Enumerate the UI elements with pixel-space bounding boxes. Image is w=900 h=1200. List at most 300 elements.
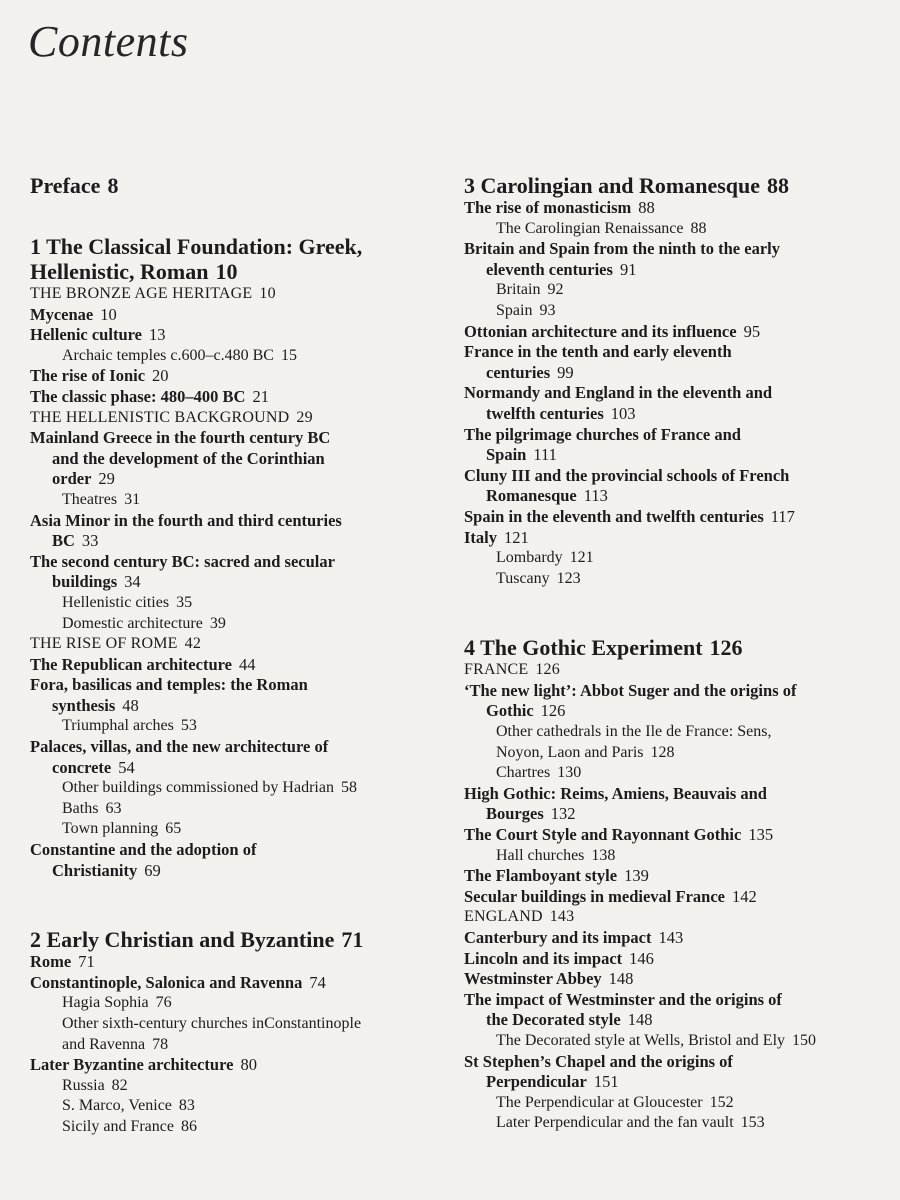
entry-text-line xyxy=(464,173,884,198)
page-number: 146 xyxy=(629,948,654,968)
section-spacer xyxy=(30,881,430,927)
page-number: 151 xyxy=(593,1072,619,1092)
entry-text-line xyxy=(464,507,884,528)
entry-title: order xyxy=(52,469,92,489)
toc-entry xyxy=(464,825,884,846)
entry-text-line xyxy=(30,490,430,511)
entry-title: The Court Style and Rayonnant Gothic xyxy=(464,825,742,845)
entry-text-line xyxy=(464,635,884,660)
toc-subentry xyxy=(30,778,430,799)
entry-title: The Republican architecture xyxy=(30,654,232,674)
entry-title: Mycenae xyxy=(30,304,94,324)
entry-text-line xyxy=(30,675,430,696)
entry-title: Britain and Spain from the ninth to the early xyxy=(464,239,780,259)
toc-entry xyxy=(464,887,884,908)
entry-title: S. Marco, Venice xyxy=(62,1097,172,1115)
entry-title: Town planning xyxy=(62,820,159,838)
page-number: 15 xyxy=(280,346,297,364)
toc-subentry xyxy=(30,593,430,614)
page-number: 29 xyxy=(296,408,313,426)
entry-text-line xyxy=(464,722,884,743)
toc-subentry xyxy=(464,1113,884,1134)
contents-column-right xyxy=(464,173,884,1134)
entry-text-line xyxy=(30,511,430,532)
toc-entry xyxy=(30,325,430,346)
page-number: 71 xyxy=(341,927,364,953)
section-spacer xyxy=(30,198,430,234)
entry-title: Gothic xyxy=(486,701,534,721)
page-number: 63 xyxy=(105,799,122,817)
entry-title: Russia xyxy=(62,1076,105,1094)
entry-title: Cluny III and the provincial schools of French xyxy=(464,465,790,485)
page-number: 88 xyxy=(638,198,655,217)
entry-text-line xyxy=(30,1096,430,1117)
entry-title: Rome xyxy=(30,952,72,972)
entry-title: Perpendicular xyxy=(486,1072,587,1092)
toc-entry xyxy=(464,1052,884,1093)
entry-text-line xyxy=(30,716,430,737)
entry-title: The rise of Ionic xyxy=(30,366,146,386)
toc-entry xyxy=(30,655,430,676)
entry-text-line xyxy=(464,239,884,260)
entry-title: Later Byzantine architecture xyxy=(30,1055,234,1075)
toc-subentry xyxy=(464,846,884,867)
entry-text-line xyxy=(30,952,430,973)
entry-title: ENGLAND xyxy=(464,908,543,926)
entry-text-line xyxy=(464,342,884,363)
page-number: 117 xyxy=(770,506,795,526)
entry-title: Hellenistic, Roman xyxy=(30,259,209,284)
toc-entry xyxy=(30,973,430,994)
entry-text-line xyxy=(464,1072,884,1093)
entry-text-line xyxy=(464,363,884,384)
page-number: 153 xyxy=(740,1114,765,1132)
entry-text-line xyxy=(30,284,430,305)
page-number: 42 xyxy=(184,635,202,653)
entry-text-line xyxy=(30,449,430,470)
entry-text-line xyxy=(30,696,430,717)
toc-entry xyxy=(464,322,884,343)
entry-text-line xyxy=(464,1031,884,1052)
page-number: 10 xyxy=(259,285,276,302)
entry-title: Theatres xyxy=(62,490,118,508)
toc-entry xyxy=(464,239,884,280)
toc-subentry xyxy=(30,993,430,1014)
entry-title: Canterbury and its impact xyxy=(464,928,652,947)
chapter-heading xyxy=(464,173,884,198)
page-number: 10 xyxy=(100,304,117,324)
page-number: 126 xyxy=(709,635,743,661)
entry-title: The Flamboyant style xyxy=(464,866,618,886)
chapter-heading xyxy=(464,635,884,660)
entry-text-line xyxy=(464,1052,884,1073)
toc-entry xyxy=(464,383,884,424)
entry-text-line xyxy=(464,949,884,970)
entry-title: Hellenic culture xyxy=(30,325,142,345)
entry-title: Triumphal arches xyxy=(62,717,174,735)
toc-subentry xyxy=(30,1117,430,1138)
entry-text-line xyxy=(30,1014,430,1035)
toc-entry xyxy=(464,949,884,970)
entry-text-line xyxy=(30,634,430,655)
toc-entry xyxy=(464,342,884,383)
entry-title: Constantine and the adoption of xyxy=(30,840,257,860)
entry-text-line xyxy=(30,173,430,198)
page-number: 128 xyxy=(650,743,675,761)
page-number: 69 xyxy=(144,860,161,880)
page-number: 31 xyxy=(124,490,141,508)
entry-text-line xyxy=(464,907,884,928)
entry-text-line xyxy=(30,552,430,573)
entry-text-line xyxy=(464,486,884,507)
entry-title: Hagia Sophia xyxy=(62,994,149,1012)
entry-title: Fora, basilicas and temples: the Roman xyxy=(30,675,308,695)
toc-subentry xyxy=(464,1093,884,1114)
entry-title: Britain xyxy=(496,281,541,299)
toc-subentry xyxy=(464,219,884,240)
entry-text-line xyxy=(30,234,430,259)
page-number: 74 xyxy=(309,972,326,992)
entry-title: Christianity xyxy=(52,860,138,880)
entry-text-line xyxy=(464,804,884,825)
entry-text-line xyxy=(30,366,430,387)
entry-text-line xyxy=(30,973,430,994)
page-number: 54 xyxy=(118,757,135,777)
toc-subentry xyxy=(464,301,884,322)
entry-title: eleventh centuries xyxy=(486,259,613,279)
page-number: 71 xyxy=(78,952,95,972)
toc-subentry xyxy=(30,1076,430,1097)
page-number: 126 xyxy=(535,661,560,679)
toc-subentry xyxy=(30,819,430,840)
chapter-heading xyxy=(30,173,430,198)
entry-text-line xyxy=(30,655,430,676)
entry-title: The impact of Westminster and the origins of xyxy=(464,989,782,1009)
entry-text-line xyxy=(30,1055,430,1076)
toc-subentry xyxy=(30,614,430,635)
toc-entry xyxy=(464,866,884,887)
entry-title: Italy xyxy=(464,527,497,547)
entry-text-line xyxy=(464,681,884,702)
page-number: 139 xyxy=(624,866,649,886)
toc-entry xyxy=(464,990,884,1031)
page-number: 103 xyxy=(610,403,636,423)
entry-text-line xyxy=(464,322,884,343)
page-number: 132 xyxy=(550,804,576,824)
toc-subentry xyxy=(30,346,430,367)
page-number: 83 xyxy=(178,1097,195,1115)
page-number: 76 xyxy=(155,994,172,1012)
entry-title: Asia Minor in the fourth and third centuries xyxy=(30,510,342,530)
entry-text-line xyxy=(30,1035,430,1056)
entry-text-line xyxy=(30,1076,430,1097)
entry-text-line xyxy=(464,846,884,867)
entry-title: Ottonian architecture and its influence xyxy=(464,321,737,341)
toc-entry xyxy=(30,1055,430,1076)
entry-text-line xyxy=(464,969,884,990)
toc-subentry xyxy=(30,1014,430,1055)
entry-title: Hall churches xyxy=(496,846,585,864)
entry-title: THE RISE OF ROME xyxy=(30,635,178,653)
entry-text-line xyxy=(464,887,884,908)
entry-text-line xyxy=(30,927,430,952)
entry-title: Normandy and England in the eleventh and xyxy=(464,383,773,403)
entry-title: 1 The Classical Foundation: Greek, xyxy=(30,234,363,259)
toc-entry xyxy=(464,681,884,722)
page-number: 10 xyxy=(215,259,238,284)
entry-text-line xyxy=(464,763,884,784)
entry-title: 4 The Gothic Experiment xyxy=(464,635,703,661)
page-number: 80 xyxy=(240,1055,257,1075)
entry-text-line xyxy=(30,778,430,799)
entry-text-line xyxy=(30,840,430,861)
entry-text-line xyxy=(464,784,884,805)
entry-title: Other buildings commissioned by Hadrian xyxy=(62,779,334,797)
toc-entry xyxy=(464,425,884,466)
page-number: 138 xyxy=(591,846,616,864)
entry-text-line xyxy=(30,346,430,367)
toc-entry xyxy=(464,198,884,219)
page-number: 95 xyxy=(743,321,761,341)
entry-title: Tuscany xyxy=(496,569,550,587)
entry-title: The Carolingian Renaissance xyxy=(496,219,684,237)
entry-text-line xyxy=(30,408,430,429)
toc-section-heading xyxy=(30,284,430,305)
entry-title: 2 Early Christian and Byzantine xyxy=(30,927,335,953)
page-number: 150 xyxy=(792,1031,817,1049)
entry-title: 3 Carolingian and Romanesque xyxy=(464,173,761,198)
toc-subentry xyxy=(464,280,884,301)
entry-title: The pilgrimage churches of France and xyxy=(464,424,741,444)
entry-title: Other cathedrals in the Ile de France: Sens, xyxy=(496,723,772,741)
entry-title: Other sixth-century churches inConstantinople xyxy=(62,1015,362,1032)
entry-title: THE BRONZE AGE HERITAGE xyxy=(30,285,253,302)
entry-title: and Ravenna xyxy=(62,1035,146,1053)
entry-text-line xyxy=(464,866,884,887)
entry-text-line xyxy=(30,387,430,408)
page-number: 143 xyxy=(549,908,575,926)
toc-section-heading xyxy=(30,634,430,655)
entry-title: Sicily and France xyxy=(62,1117,174,1135)
toc-entry xyxy=(464,969,884,990)
page-number: 152 xyxy=(709,1093,734,1111)
entry-title: Mainland Greece in the fourth century BC xyxy=(30,428,331,448)
page-number: 121 xyxy=(569,549,594,567)
toc-entry xyxy=(30,675,430,716)
toc-entry xyxy=(30,840,430,881)
chapter-heading xyxy=(30,927,430,952)
entry-text-line xyxy=(464,466,884,487)
entry-text-line xyxy=(464,569,884,590)
entry-text-line xyxy=(30,993,430,1014)
page-number: 113 xyxy=(583,486,608,506)
entry-title: Romanesque xyxy=(486,486,577,506)
entry-title: ‘The new light’: Abbot Suger and the origins of xyxy=(464,680,797,700)
page-number: 148 xyxy=(608,969,634,989)
page-number: 21 xyxy=(252,386,269,406)
page-number: 142 xyxy=(731,886,757,906)
page-title: Contents xyxy=(28,17,189,66)
toc-subentry xyxy=(464,569,884,590)
entry-title: High Gothic: Reims, Amiens, Beauvais and xyxy=(464,783,767,803)
page-number: 13 xyxy=(148,325,166,345)
entry-text-line xyxy=(30,1117,430,1138)
page-number: 78 xyxy=(152,1035,169,1053)
toc-entry xyxy=(30,305,430,326)
entry-title: Spain in the eleventh and twelfth centuries xyxy=(464,506,764,526)
entry-title: Preface xyxy=(30,173,101,198)
page-number: 111 xyxy=(533,445,557,465)
toc-subentry xyxy=(464,763,884,784)
toc-entry xyxy=(30,952,430,973)
page-number: 44 xyxy=(238,654,256,674)
page-number: 121 xyxy=(504,527,529,547)
entry-text-line xyxy=(464,825,884,846)
entry-text-line xyxy=(464,701,884,722)
page-number: 58 xyxy=(340,779,357,797)
entry-text-line xyxy=(464,1010,884,1031)
entry-text-line xyxy=(30,593,430,614)
entry-title: The second century BC: sacred and secular xyxy=(30,551,335,571)
page-number: 8 xyxy=(107,173,119,198)
entry-title: Westminster Abbey xyxy=(464,969,602,989)
entry-title: Chartres xyxy=(496,764,551,782)
toc-entry xyxy=(30,428,430,490)
toc-entry xyxy=(30,737,430,778)
entry-text-line xyxy=(464,383,884,404)
page-number: 29 xyxy=(98,469,115,489)
page-number: 126 xyxy=(540,701,566,721)
entry-text-line xyxy=(464,198,884,219)
entry-title: BC xyxy=(52,531,75,551)
entry-title: twelfth centuries xyxy=(486,403,604,423)
page-number: 48 xyxy=(122,695,139,715)
entry-title: Baths xyxy=(62,799,99,817)
page-number: 65 xyxy=(165,820,182,838)
entry-text-line xyxy=(30,325,430,346)
entry-title: Hellenistic cities xyxy=(62,593,170,611)
entry-text-line xyxy=(464,301,884,322)
entry-title: synthesis xyxy=(52,695,116,715)
toc-section-heading xyxy=(30,408,430,429)
toc-subentry xyxy=(30,490,430,511)
entry-title: concrete xyxy=(52,757,112,777)
entry-text-line xyxy=(464,1113,884,1134)
toc-entry xyxy=(30,366,430,387)
section-spacer xyxy=(464,589,884,635)
entry-text-line xyxy=(30,305,430,326)
toc-entry xyxy=(464,466,884,507)
toc-entry xyxy=(464,784,884,825)
entry-title: buildings xyxy=(52,572,118,592)
entry-text-line xyxy=(464,548,884,569)
entry-text-line xyxy=(464,445,884,466)
entry-title: The Decorated style at Wells, Bristol and Ely xyxy=(496,1031,786,1049)
page-number: 53 xyxy=(180,717,197,735)
page-number: 20 xyxy=(152,366,169,386)
entry-title: Lincoln and its impact xyxy=(464,948,623,968)
page-number: 92 xyxy=(547,281,564,299)
entry-text-line xyxy=(464,1093,884,1114)
contents-column-left xyxy=(30,173,430,1138)
page-number: 35 xyxy=(176,593,193,611)
toc-entry xyxy=(30,387,430,408)
entry-title: Secular buildings in medieval France xyxy=(464,886,725,906)
entry-title: the Decorated style xyxy=(486,1010,621,1030)
toc-entry xyxy=(464,928,884,949)
entry-text-line xyxy=(464,404,884,425)
toc-subentry xyxy=(30,799,430,820)
entry-text-line xyxy=(464,219,884,240)
entry-title: Bourges xyxy=(486,804,544,824)
entry-text-line xyxy=(30,799,430,820)
page-number: 123 xyxy=(556,569,581,587)
toc-subentry xyxy=(464,722,884,763)
toc-subentry xyxy=(30,1096,430,1117)
entry-text-line xyxy=(464,990,884,1011)
page-number: 88 xyxy=(690,219,707,237)
entry-text-line xyxy=(464,743,884,764)
entry-title: centuries xyxy=(486,362,551,382)
entry-text-line xyxy=(464,660,884,681)
entry-text-line xyxy=(464,528,884,549)
entry-text-line xyxy=(30,428,430,449)
toc-section-heading xyxy=(464,907,884,928)
page-number: 143 xyxy=(658,928,684,947)
page-number: 39 xyxy=(209,614,226,632)
toc-entry xyxy=(30,511,430,552)
entry-title: France in the tenth and early eleventh xyxy=(464,342,732,362)
entry-text-line xyxy=(30,819,430,840)
chapter-heading xyxy=(30,234,430,284)
page-number: 93 xyxy=(539,301,556,319)
page-number: 135 xyxy=(748,825,774,845)
entry-text-line xyxy=(464,425,884,446)
page-number: 82 xyxy=(111,1076,128,1094)
page-number: 99 xyxy=(557,362,574,382)
toc-subentry xyxy=(464,1031,884,1052)
entry-title: Noyon, Laon and Paris xyxy=(496,743,644,761)
entry-title: FRANCE xyxy=(464,661,529,679)
page-number: 88 xyxy=(767,173,790,198)
entry-text-line xyxy=(30,737,430,758)
entry-title: THE HELLENISTIC BACKGROUND xyxy=(30,408,290,426)
toc-entry xyxy=(464,507,884,528)
page-number: 130 xyxy=(557,764,582,782)
toc-subentry xyxy=(464,548,884,569)
toc-section-heading xyxy=(464,660,884,681)
entry-text-line xyxy=(464,280,884,301)
page-number: 34 xyxy=(124,572,141,592)
entry-text-line xyxy=(464,260,884,281)
entry-title: Spain xyxy=(486,445,527,465)
entry-title: The classic phase: 480–400 BC xyxy=(30,386,246,406)
entry-title: Domestic architecture xyxy=(62,614,203,632)
page-number: 33 xyxy=(81,531,99,551)
entry-title: Later Perpendicular and the fan vault xyxy=(496,1114,734,1132)
toc-entry xyxy=(30,552,430,593)
page-number: 86 xyxy=(180,1117,197,1135)
entry-text-line xyxy=(464,928,884,949)
entry-text-line xyxy=(30,614,430,635)
page-number: 91 xyxy=(619,259,637,279)
entry-title: and the development of the Corinthian xyxy=(52,448,325,468)
toc-subentry xyxy=(30,716,430,737)
entry-title: Palaces, villas, and the new architecture of xyxy=(30,737,329,757)
entry-title: Lombardy xyxy=(496,549,563,567)
toc-entry xyxy=(464,528,884,549)
page-number: 148 xyxy=(627,1010,653,1030)
